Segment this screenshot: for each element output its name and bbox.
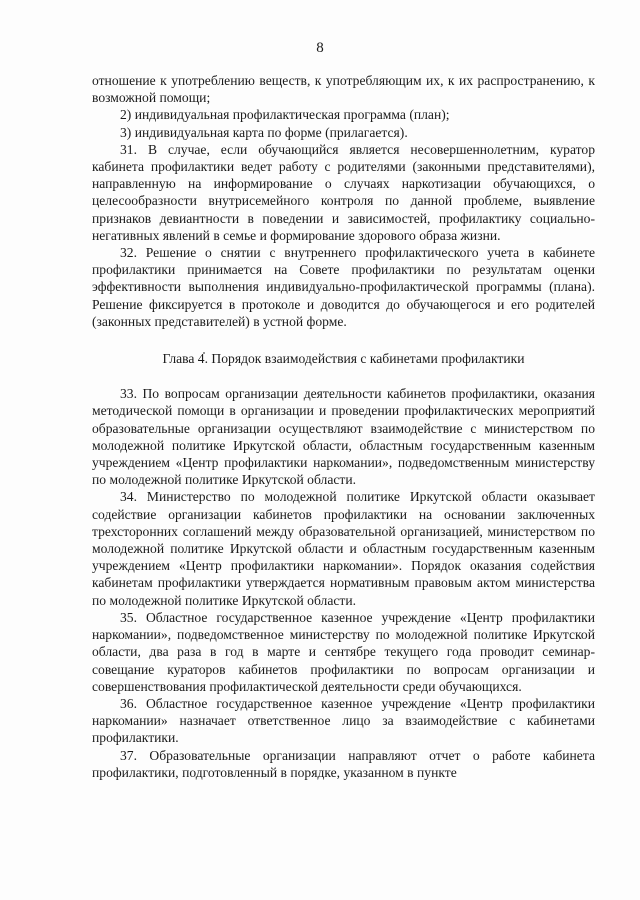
page-number: 8 [316,40,324,56]
list-item: 2) индивидуальная профилактическая программа (план); [120,107,450,123]
list-item: 3) индивидуальная карта по форме (прилагается). [120,124,408,140]
paragraph-32: 32. Решение о снятии с внутреннего профилактического учета в кабинете профилактики принимается на Совете профилактики по результатам оценки эффективности выполнения индивидуально-профилактической программы (плана). Решение фиксируется в протоколе и доводится до обучающегося и его родителей (законных представителей) в устной форме. [92,245,595,329]
paragraph-34: 34. Министерство по молодежной политике Иркутской области оказывает содействие организации кабинетов профилактики на основании заключенных трехсторонних соглашений между образовательной организацией, министерством по молодежной политике Иркутской области и областным государственным казенным учреждением «Центр профилактики наркомании». Порядок оказания содействия кабинетам профилактики утверждается нормативным правовым актом министерства по молодежной политике Иркутской области. [92,489,595,608]
paragraph-35: 35. Областное государственное казенное учреждение «Центр профилактики наркомании», подведомственное министерству по молодежной политике Иркутской области, два раза в год в марте и сентябре текущего года проводит семинар-совещание кураторов кабинетов профилактики по вопросам организации и совершенствования профилактической деятельности среди обучающихся. [92,609,595,694]
chapter-title: Глава 4. Порядок взаимодействия с кабинетами профилактики [162,351,525,367]
paragraph-continuation: отношение к употреблению веществ, к употребляющим их, к их распространению, к возможной помощи; [92,73,595,106]
document-body [92,72,595,781]
paragraph-31: 31. В случае, если обучающийся является несовершеннолетним, куратор кабинета профилактики ведет работу с родителями (законными представителями), направленную на информирование о случаях наркотизации обучающихся, о целесообразности внутрисемейного контроля по данной проблеме, выявление признаков девиантности в поведении и зависимостей, профилактику социально-негативных явлений в семье и формирование здорового образа жизни. [92,141,595,243]
paragraph-33: 33. По вопросам организации деятельности кабинетов профилактики, оказания методической помощи в организации и проведении профилактических мероприятий образовательные организации осуществляют взаимодействие с министерством по молодежной политике Иркутской области, областным государственным казенным учреждением «Центр профилактики наркомании», подведомственным министерству по молодежной политике Иркутской области. [92,386,595,488]
paragraph-36: 36. Областное государственное казенное учреждение «Центр профилактики наркомании» назначает ответственное лицо за взаимодействие с кабинетами профилактики. [92,695,595,746]
paragraph-37: 37. Образовательные организации направляют отчет о работе кабинета профилактики, подготовленный в порядке, указанном в пункте [92,747,595,780]
